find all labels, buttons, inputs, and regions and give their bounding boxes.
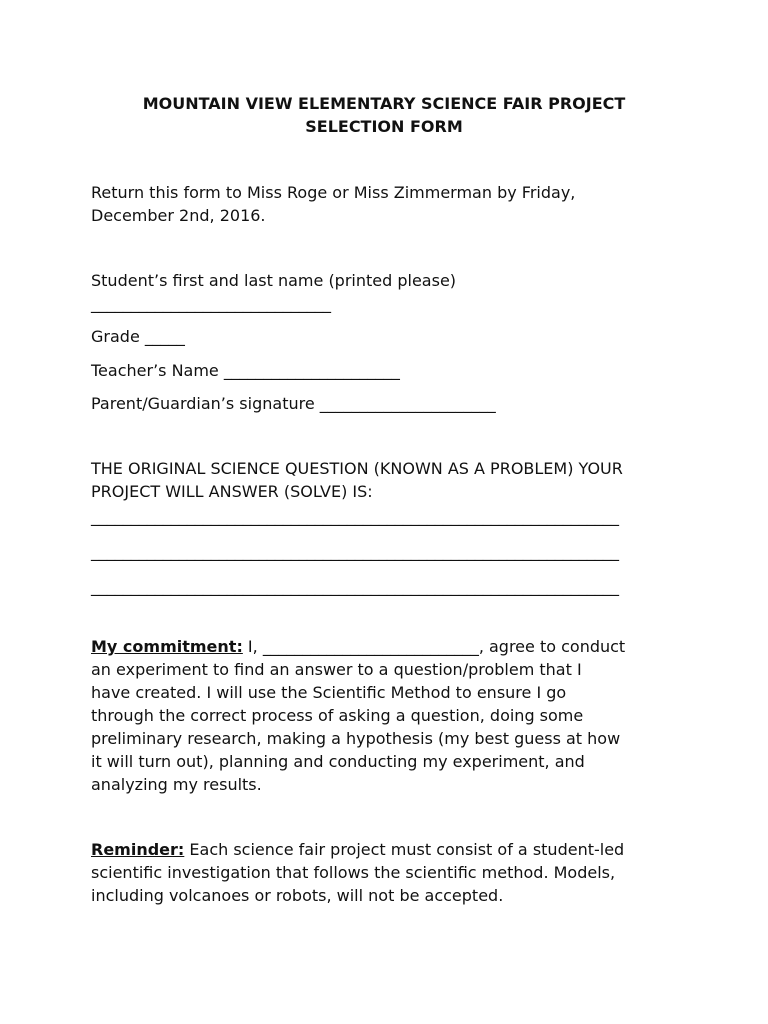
teacher-name-field[interactable]: Teacher’s Name ______________________ (91, 361, 400, 380)
page-title-line1: MOUNTAIN VIEW ELEMENTARY SCIENCE FAIR PROJECT (142, 94, 626, 113)
reminder-text-start: Each science fair project must consist of a student-led (184, 840, 625, 859)
reminder-line3: including volcanoes or robots, will not be accepted. (91, 886, 504, 905)
commitment-label: My commitment: (91, 637, 243, 656)
page-title-line2: SELECTION FORM (305, 117, 463, 136)
commitment-line5: preliminary research, making a hypothesis (my best guess at how (91, 729, 621, 748)
reminder-line1 (91, 839, 624, 861)
reminder-label: Reminder: (91, 840, 185, 859)
parent-signature-field[interactable]: Parent/Guardian’s signature ______________________ (91, 394, 496, 413)
commitment-line4: through the correct process of asking a question, doing some (91, 706, 584, 725)
commitment-line1 (91, 636, 625, 658)
question-answer-line1[interactable]: __________________________________________________________________ (91, 507, 619, 526)
question-answer-line2[interactable]: __________________________________________________________________ (91, 542, 619, 561)
student-name-label: Student’s first and last name (printed please) (91, 271, 457, 290)
commitment-line6: it will turn out), planning and conducting my experiment, and (91, 752, 585, 771)
question-heading-line2: PROJECT WILL ANSWER (SOLVE) IS: (91, 482, 373, 501)
reminder-line2: scientific investigation that follows the scientific method. Models, (91, 863, 616, 882)
commitment-line3: have created. I will use the Scientific Method to ensure I go (91, 683, 567, 702)
instructions-line2: December 2nd, 2016. (91, 206, 266, 225)
commitment-line7: analyzing my results. (91, 775, 262, 794)
student-name-field[interactable]: ______________________________ (91, 294, 331, 313)
grade-field[interactable]: Grade _____ (91, 327, 185, 346)
question-heading-line1: THE ORIGINAL SCIENCE QUESTION (KNOWN AS A PROBLEM) YOUR (91, 459, 623, 478)
commitment-name-field[interactable]: I, ___________________________, agree to conduct (242, 637, 626, 656)
instructions-line1: Return this form to Miss Roge or Miss Zimmerman by Friday, (91, 183, 576, 202)
question-answer-line3[interactable]: __________________________________________________________________ (91, 577, 619, 596)
commitment-line2: an experiment to find an answer to a question/problem that I (91, 660, 582, 679)
